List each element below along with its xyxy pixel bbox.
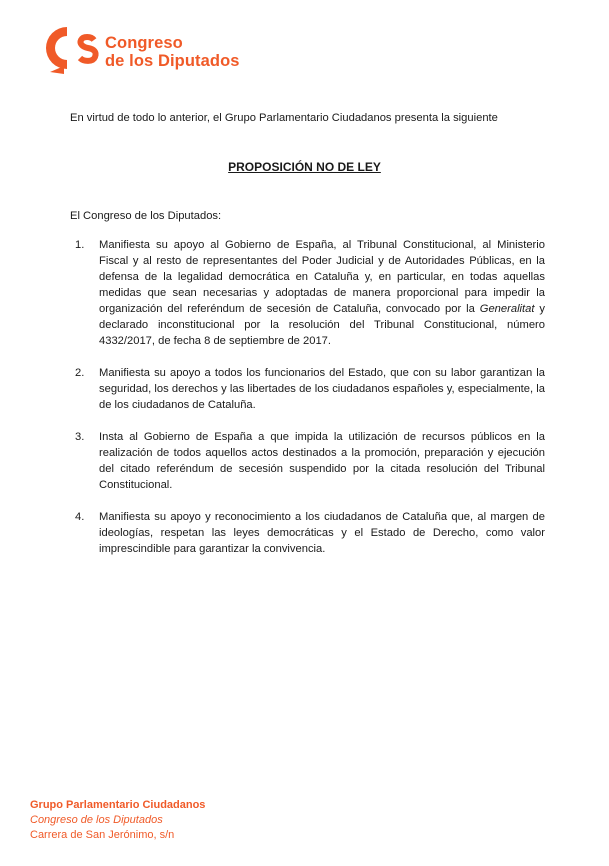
footer-institution: Congreso de los Diputados — [30, 814, 163, 826]
addressee-line: El Congreso de los Diputados: — [70, 210, 222, 222]
list-item-number: 2. — [75, 367, 85, 379]
header-title — [105, 34, 240, 70]
intro-paragraph: En virtud de todo lo anterior, el Grupo Parlamentario Ciudadanos presenta la siguiente — [70, 112, 498, 124]
list-item-text: Manifiesta su apoyo al Gobierno de España, al Tribunal Constitucional, al Ministerio Fiscal y al resto de representantes del Poder Judicial y de Autoridades Públicas, en la defensa de la legalidad democrática en Cataluña y, en particular, en todas aquellas medidas que sean necesarias y adoptadas de manera proporcional para impedir la organización del referéndum de secesión de Cataluña, convocado por la Generalitat y declarado inconstitucional por la resolución del Tribunal Constitucional, número 4332/2017, de fecha 8 de septiembre de 2017. — [99, 239, 546, 347]
list-item-number: 4. — [75, 511, 85, 523]
list-item-number: 1. — [75, 239, 85, 251]
footer — [30, 798, 205, 843]
cs-logo-icon — [44, 24, 100, 80]
header-logo — [44, 24, 254, 80]
list-item — [75, 509, 545, 557]
header-line-2: de los Diputados — [105, 52, 240, 70]
header-line-1: Congreso — [105, 34, 183, 52]
list-item — [75, 365, 545, 413]
list-item-number: 3. — [75, 431, 85, 443]
list-item — [75, 237, 545, 349]
points-list — [75, 237, 545, 573]
list-item-text: Manifiesta su apoyo a todos los funcionarios del Estado, que con su labor garantizan la seguridad, los derechos y las libertades de los ciudadanos españoles y, especialmente, la de los ciudadanos de Cataluña. — [99, 367, 545, 411]
list-item-text: Insta al Gobierno de España a que impida la utilización de recursos públicos en la realización de todos aquellos actos destinados a la promoción, preparación y ejecución del citado referéndum de secesión suspendido por la citada resolución del Tribunal Constitucional. — [99, 431, 545, 491]
list-item-text: Manifiesta su apoyo y reconocimiento a los ciudadanos de Cataluña que, al margen de ideologías, respetan las leyes democráticas y el Estado de Derecho, como valor imprescindible para garantizar la convivencia. — [99, 511, 545, 555]
emphasis: Generalitat — [479, 303, 535, 315]
document-title: PROPOSICIÓN NO DE LEY — [228, 160, 381, 174]
list-item — [75, 429, 545, 493]
footer-org: Grupo Parlamentario Ciudadanos — [30, 799, 206, 811]
footer-address: Carrera de San Jerónimo, s/n — [30, 829, 175, 841]
